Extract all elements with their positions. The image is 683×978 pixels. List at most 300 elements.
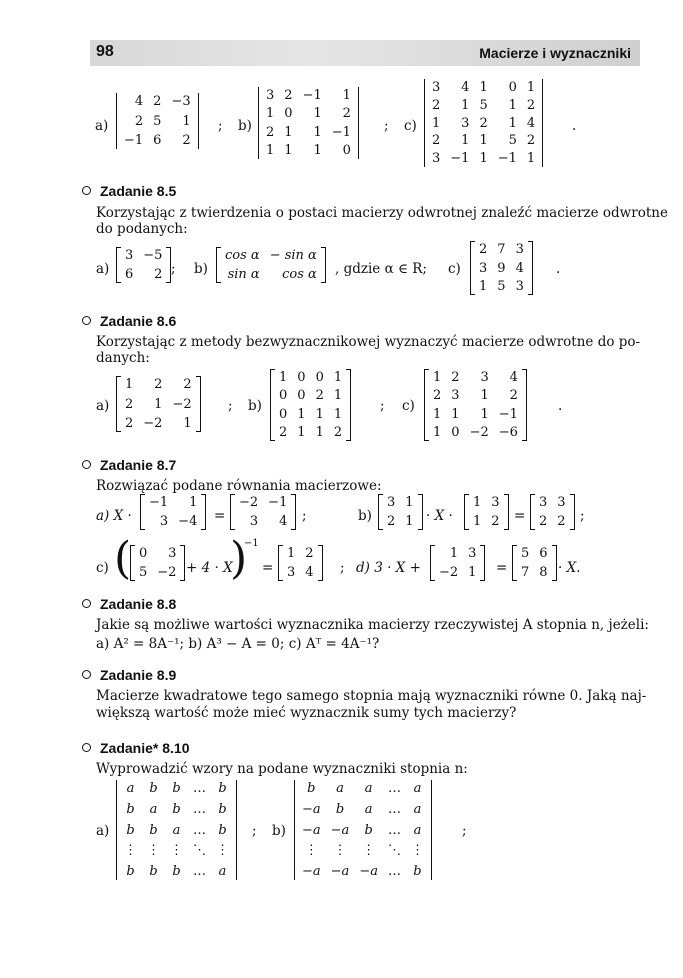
bullet-icon [82,316,91,325]
matrix-cell: −a [302,822,321,838]
task-8-6-c-matrix [424,369,527,441]
equals: = [214,508,226,524]
bracket-right [504,494,509,530]
matrix-cell: 5 [508,133,517,149]
matrix-cell: 1 [461,97,470,113]
matrix-cell: 1 [405,495,414,510]
task-8-9-text-2: większą wartość może mieć wyznacznik sumy tych macierzy? [96,705,517,721]
matrix-cell: cos α [225,248,260,263]
page-number: 98 [96,43,114,60]
task-8-7-c-matrix-1 [130,545,185,581]
task-8-10-title: Zadanie* 8.10 [82,740,190,756]
equals: = [262,560,274,576]
matrix-cell: 2 [479,115,488,131]
matrix-cell: … [193,781,206,796]
matrix-cell: a [364,801,373,817]
matrix-cell: 1 [433,406,442,422]
matrix-cell: 0 [279,388,288,404]
matrix-cell: −6 [498,424,518,440]
matrix-cell: a [413,822,422,838]
matrix-cell: 1 [313,142,322,158]
task-8-6-a-matrix [116,376,201,432]
matrix-cell: 2 [134,113,144,129]
matrix-cell: ⋮ [362,843,376,859]
bracket-right [318,545,323,581]
bullet-icon [82,599,91,608]
matrix-grid [120,93,195,149]
equals: = [496,560,508,576]
matrix-cell: 2 [491,514,500,529]
matrix-cell: b [149,864,158,879]
matrix-cell: 1 [315,406,324,422]
matrix-cell: −3 [171,94,191,109]
matrix-grid [429,369,522,441]
matrix-cell: … [387,801,401,817]
matrix-cell: 1 [479,80,488,95]
task-8-9-title: Zadanie 8.9 [82,667,176,683]
matrix-cell: 4 [509,370,518,385]
determinant-bar-right [428,780,432,880]
matrix-cell: 2 [539,514,548,529]
task-8-5-c-label: c) [448,261,461,277]
matrix-cell: … [387,864,401,879]
matrix-cell: 3 [249,514,259,529]
separator: ; [218,118,223,134]
matrix-cell: a [413,801,422,817]
matrix-cell: 1 [480,406,489,422]
matrix-cell: 3 [266,88,275,103]
matrix-cell: 2 [315,388,324,404]
task-8-5-c-matrix [470,241,533,295]
matrix-grid [120,780,233,880]
matrix-cell: … [193,864,206,879]
determinant-bar-right [355,87,359,159]
separator: ; [228,398,233,414]
matrix-cell: 1 [461,133,470,149]
matrix-cell: 1 [433,370,442,385]
matrix-cell: 4 [305,565,314,580]
matrix-cell: b [335,801,345,817]
matrix-cell: b [126,822,135,838]
matrix-cell: 1 [279,370,288,385]
matrix-cell: 1 [526,151,536,166]
separator: . [556,261,561,277]
bracket-right [291,494,296,530]
matrix-cell: 5 [139,565,148,580]
matrix-cell: b [307,781,316,796]
matrix-grid [383,494,418,530]
task-8-7-text: Rozwiązać podane równania macierzowe: [96,478,382,494]
task-8-7-c-label: c) [96,560,109,576]
matrix-cell: b [126,864,135,879]
matrix-cell: −a [302,801,321,817]
matrix-cell: −a [302,864,321,879]
matrix-cell: b [172,801,181,817]
matrix-cell: ⋮ [410,843,424,859]
matrix-cell: 1 [287,546,296,561]
bracket-right [528,241,533,295]
matrix-cell: b [172,864,181,879]
separator: ; [302,508,307,524]
matrix-cell: a [172,822,181,838]
task-8-5-title: Zadanie 8.5 [82,183,176,199]
matrix-cell: 5 [153,113,162,129]
separator: ; [340,560,345,576]
task-8-7-b-matrix-1 [378,494,423,530]
matrix-cell: 3 [479,260,488,276]
matrix-cell: 1 [183,416,192,431]
separator: ; [380,398,385,414]
matrix-cell: ⋮ [216,843,229,859]
matrix-cell: 2 [125,396,134,412]
matrix-grid [121,376,196,432]
matrix-cell: b [218,822,227,838]
matrix-cell: 4 [461,80,470,95]
matrix-cell: 8 [539,565,548,580]
matrix-cell: 3 [125,248,134,263]
matrix-cell: 1 [297,424,306,440]
matrix-cell: 1 [433,424,442,440]
task-8-7-c-matrix-2 [278,545,323,581]
task-8-10-a-label: a) [96,823,110,839]
bracket-right [480,545,485,581]
matrix-cell: 7 [497,242,506,257]
matrix-cell: 1 [468,565,477,580]
matrix-cell: 2 [154,377,163,392]
matrix-cell: ⋮ [333,843,347,859]
bullet-icon [82,186,91,195]
bullet-icon [82,460,91,469]
matrix-cell: 0 [297,388,306,404]
matrix-cell: −2 [172,396,192,412]
matrix-cell: 3 [168,546,177,561]
matrix-cell: 3 [432,151,441,166]
matrix-cell: 2 [557,514,566,529]
exponent: −1 [244,538,259,549]
matrix-cell: 2 [182,133,191,148]
task-8-7-b-label: b) [358,508,372,524]
matrix-cell: 1 [313,106,322,122]
matrix-cell: 1 [297,406,306,422]
task-8-5-b-label: b) [194,261,208,277]
task-8-7-a-matrix-1 [140,494,206,530]
top-c-label: c) [404,118,417,134]
task-8-6-text-2: danych: [96,350,150,366]
matrix-cell: −1 [497,151,517,166]
matrix-cell: 1 [189,495,198,510]
task-8-5-b-matrix [216,247,326,283]
matrix-cell: −1 [268,495,288,510]
matrix-grid [221,247,321,283]
matrix-cell: 0 [342,142,351,158]
matrix-cell: a [364,781,373,796]
matrix-cell: 3 [480,370,489,385]
matrix-cell: b [149,781,158,796]
matrix-cell: b [126,801,135,817]
matrix-grid [428,79,539,167]
matrix-cell: b [172,781,181,796]
task-8-7-a-label: a) X · [96,508,132,524]
matrix-cell: 3 [432,80,441,95]
matrix-grid [135,545,180,581]
matrix-cell: 3 [515,242,524,257]
task-8-6-b-matrix [270,369,351,441]
task-8-7-a-matrix-2 [230,494,296,530]
matrix-cell: 2 [526,133,536,149]
matrix-cell: 1 [451,406,460,422]
matrix-cell: … [387,822,401,838]
matrix-cell: 1 [508,115,517,131]
top-a-label: a) [95,118,109,134]
matrix-cell: −5 [143,248,163,263]
bracket-right [570,494,575,530]
matrix-cell: − sin α [269,248,317,263]
matrix-cell: −a [359,864,378,879]
matrix-cell: b [413,864,422,879]
task-8-6-title: Zadanie 8.6 [82,313,176,329]
task-8-7-d-matrix-2 [512,545,557,581]
matrix-cell: 7 [521,565,530,580]
matrix-cell: 0 [451,424,460,440]
matrix-cell: 6 [125,267,134,282]
bracket-right [201,494,206,530]
matrix-cell: 1 [125,377,134,392]
matrix-cell: 1 [526,80,536,95]
bracket-right [180,545,185,581]
matrix-cell: a [218,864,227,879]
bullet-icon [82,743,91,752]
matrix-grid [298,780,428,880]
matrix-cell: −a [330,864,350,879]
matrix-cell: … [387,781,401,796]
matrix-cell: 2 [526,97,536,113]
matrix-cell: 1 [182,113,191,129]
matrix-cell: 2 [387,514,396,529]
task-8-7-d-label: d) 3 · X + [356,560,421,576]
task-8-7-b-matrix-3 [530,494,575,530]
matrix-cell: 1 [508,97,517,113]
task-8-5-text-2: do podanych: [96,221,188,237]
matrix-cell: 2 [279,424,288,440]
matrix-cell: 0 [315,370,324,385]
matrix-cell: 2 [125,416,134,431]
matrix-cell: −2 [469,424,489,440]
matrix-cell: 0 [297,370,306,385]
matrix-cell: −4 [178,514,198,529]
matrix-cell: 1 [266,142,275,158]
matrix-cell: 1 [479,133,488,149]
task-8-6-a-label: a) [96,398,110,414]
matrix-grid [235,494,291,530]
matrix-cell: a [336,781,344,796]
matrix-cell: 6 [153,133,162,148]
matrix-cell: b [218,801,227,817]
matrix-cell: 5 [497,279,506,294]
matrix-cell: … [193,822,206,838]
task-8-8-text: Jakie są możliwe wartości wyznacznika macierzy rzeczywistej A stopnia n, jeżeli: [96,617,649,633]
task-8-10-a-determinant [116,780,237,880]
separator: ; [580,508,585,524]
matrix-cell: 3 [491,495,500,510]
matrix-cell: −1 [302,88,322,103]
bracket-right [418,494,423,530]
matrix-grid [262,87,355,159]
matrix-cell: 1 [266,106,275,122]
bracket-right [346,369,351,441]
top-a-determinant [116,93,199,149]
matrix-cell: 2 [342,106,351,122]
matrix-cell: −2 [143,416,163,431]
matrix-cell: 3 [557,495,566,510]
bracket-right [196,376,201,432]
matrix-cell: 1 [479,279,488,294]
top-b-determinant [258,87,359,159]
matrix-cell: 3 [468,546,477,561]
chapter-title: Macierze i wyznaczniki [479,45,631,61]
matrix-grid [121,247,166,283]
task-8-5-b-condition: , gdzie α ∈ R; [335,261,427,277]
bracket-right [552,545,557,581]
separator: . [572,118,577,134]
top-c-determinant [424,79,543,167]
matrix-cell: 2 [284,88,293,103]
matrix-cell: 1 [479,151,488,166]
matrix-cell: −1 [124,133,144,148]
matrix-cell: −1 [450,151,470,166]
matrix-cell: 2 [333,424,343,440]
matrix-cell: b [149,822,158,838]
task-8-10-text: Wyprowadzić wzory na podane wyznaczniki stopnia n: [96,761,468,777]
matrix-cell: −a [330,822,350,838]
matrix-cell: 1 [284,142,293,158]
matrix-cell: 1 [405,514,414,529]
times-x-end: · X. [558,560,581,576]
matrix-cell: 3 [387,495,396,510]
matrix-cell: 5 [479,97,488,113]
matrix-cell: 3 [515,279,524,294]
matrix-cell: ⋱ [193,843,206,859]
matrix-cell: ⋮ [147,843,160,859]
matrix-cell: 2 [266,124,275,140]
matrix-cell: 1 [480,388,489,404]
matrix-cell: 4 [134,94,144,109]
matrix-cell: 3 [159,514,169,529]
matrix-cell: 2 [479,242,488,257]
matrix-cell: 1 [284,124,293,140]
task-8-5-text: Korzystając z twierdzenia o postaci macierzy odwrotnej znaleźć macierze odwrotne [96,205,668,221]
matrix-cell: ⋮ [170,843,183,859]
matrix-cell: 4 [526,115,536,131]
matrix-cell: 2 [154,267,163,282]
matrix-cell: ⋮ [124,843,137,859]
matrix-grid [475,241,528,295]
matrix-cell: 2 [305,546,314,561]
task-8-9-text: Macierze kwadratowe tego samego stopnia mają wyznaczniki równe 0. Jaką naj- [96,688,647,704]
matrix-cell: 0 [284,106,293,122]
matrix-cell: 1 [315,424,324,440]
matrix-cell: 0 [508,80,517,95]
task-8-7-d-matrix-1 [430,545,485,581]
task-8-8-conditions: a) A² = 8A⁻¹; b) A³ − A = 0; c) Aᵀ = 4A⁻¹? [96,636,380,652]
determinant-bar-right [539,79,543,167]
matrix-cell: 2 [183,377,192,392]
matrix-grid [275,369,346,441]
matrix-cell: −2 [239,495,259,510]
task-8-5-a-label: a) [96,261,110,277]
matrix-cell: b [218,781,227,796]
matrix-cell: 1 [154,396,163,412]
matrix-grid [469,494,504,530]
matrix-cell: 3 [461,115,470,131]
task-8-10-b-label: b) [272,823,286,839]
task-8-5-a-matrix [116,247,171,283]
matrix-cell: 9 [497,260,506,276]
top-b-label: b) [238,118,252,134]
matrix-cell: −1 [498,406,518,422]
task-8-10-b-determinant [294,780,432,880]
matrix-cell: 4 [515,260,524,276]
determinant-bar-right [233,780,237,880]
matrix-cell: 2 [451,370,460,385]
times-x: · X · [426,508,453,524]
matrix-cell: cos α [282,267,317,282]
task-8-6-c-label: c) [402,398,415,414]
matrix-grid [535,494,570,530]
right-paren: ) [230,533,248,584]
matrix-grid [517,545,552,581]
matrix-cell: −2 [439,565,459,580]
matrix-cell: 1 [333,388,343,404]
task-8-6-text: Korzystając z metody bezwyznacznikowej wyznaczyć macierze odwrotne do po- [96,334,641,350]
task-8-7-b-matrix-2 [464,494,509,530]
matrix-cell: 1 [333,406,343,422]
matrix-cell: 2 [509,388,518,404]
matrix-cell: −2 [157,565,177,580]
task-8-7-title: Zadanie 8.7 [82,457,176,473]
matrix-cell: 2 [432,97,441,113]
matrix-cell: 2 [433,388,442,404]
matrix-cell: b [364,822,373,838]
matrix-cell: 3 [287,565,296,580]
matrix-cell: −1 [331,124,351,140]
matrix-cell: a [149,801,158,817]
matrix-grid [435,545,480,581]
matrix-cell: sin α [227,267,260,282]
matrix-cell: 1 [342,88,351,103]
matrix-grid [145,494,201,530]
left-paren: ( [114,533,132,584]
matrix-cell: 1 [473,514,482,529]
matrix-cell: −1 [149,495,169,510]
separator: ; [171,261,176,277]
matrix-cell: a [126,781,135,796]
matrix-cell: 1 [313,124,322,140]
matrix-cell: 1 [333,370,343,385]
separator: ; [462,823,467,839]
matrix-cell: ⋮ [304,843,318,859]
matrix-cell: 5 [521,546,530,561]
equals: = [514,508,526,524]
matrix-cell: 3 [451,388,460,404]
separator: ; [384,118,389,134]
matrix-cell: a [413,781,422,796]
matrix-cell: 1 [432,115,441,131]
matrix-cell: 2 [432,133,441,149]
bracket-right [321,247,326,283]
task-8-8-title: Zadanie 8.8 [82,596,176,612]
matrix-cell: 3 [539,495,548,510]
matrix-cell: 2 [153,94,162,109]
